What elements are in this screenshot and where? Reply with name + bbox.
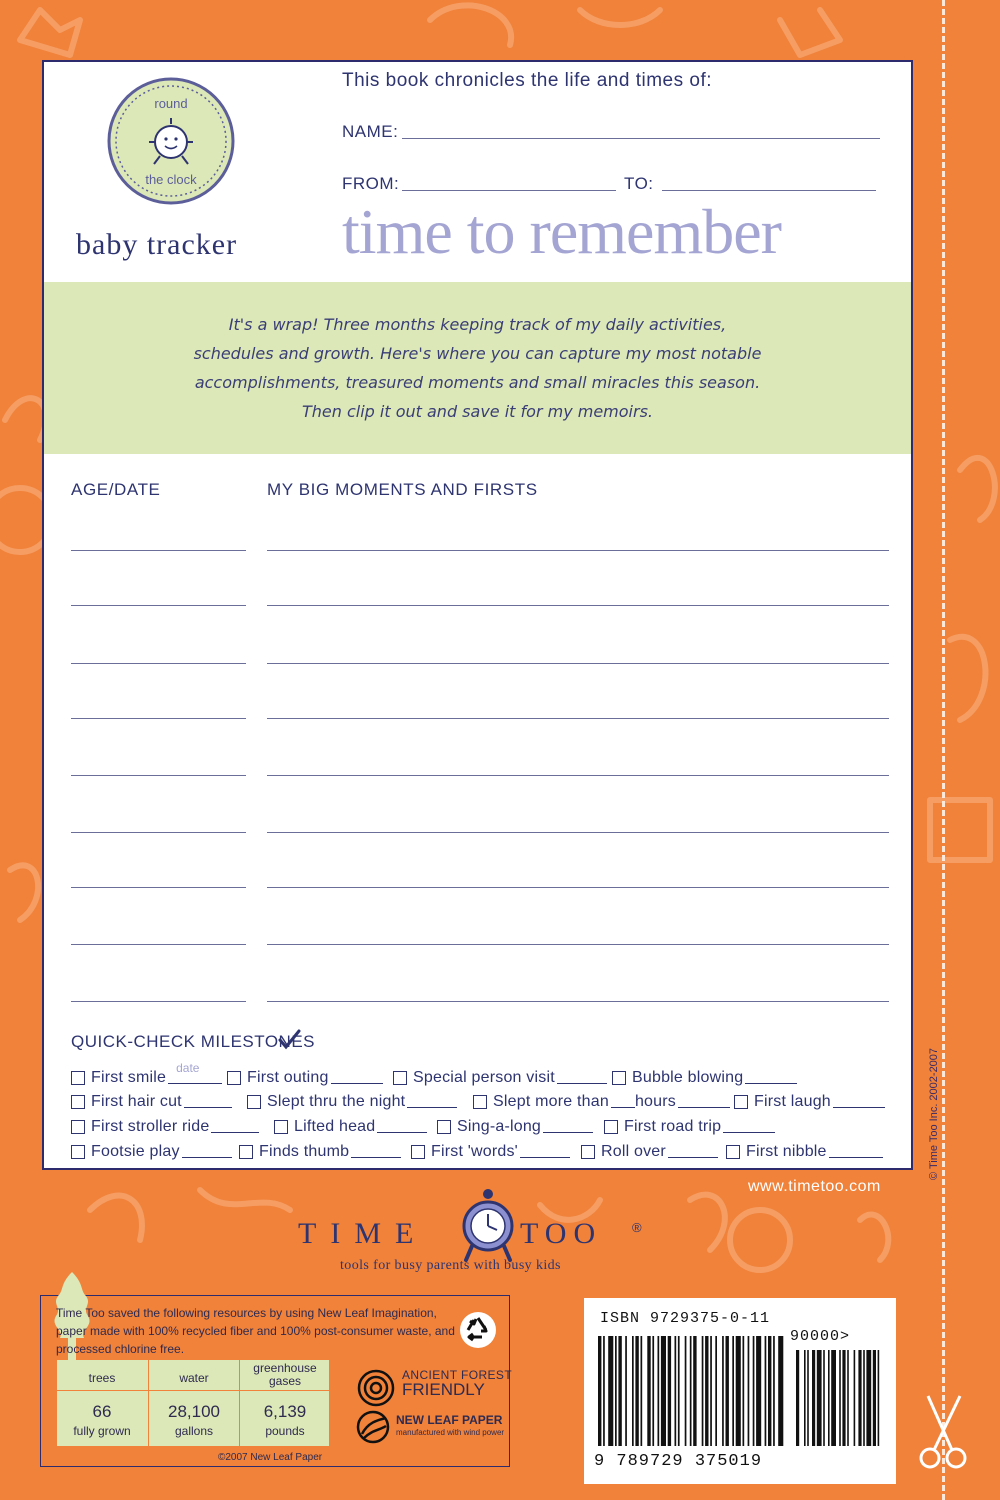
addon-bar [839, 1350, 841, 1446]
barcode-bar [690, 1336, 692, 1446]
name-field[interactable] [402, 138, 880, 139]
barcode-bar [661, 1336, 666, 1446]
moment-line[interactable] [267, 775, 889, 776]
forest-label-1: ANCIENT FOREST [402, 1368, 513, 1382]
barcode-bar [722, 1336, 724, 1446]
checkbox[interactable] [726, 1145, 740, 1159]
addon-bar [823, 1350, 825, 1446]
checkbox[interactable] [612, 1071, 626, 1085]
age-date-line[interactable] [71, 944, 246, 945]
barcode-bar [652, 1336, 654, 1446]
barcode-bar [756, 1336, 761, 1446]
age-date-line[interactable] [71, 605, 246, 606]
memory-card [42, 60, 913, 1170]
addon-bar [863, 1350, 865, 1446]
milestone-lifted-head[interactable]: Lifted head [274, 1115, 427, 1137]
milestone-first-words[interactable]: First 'words' [411, 1140, 570, 1162]
checkbox[interactable] [71, 1120, 85, 1134]
addon-bar [878, 1350, 880, 1446]
forest-label-2: FRIENDLY [402, 1380, 485, 1399]
isbn-text: ISBN 9729375-0-11 [600, 1310, 771, 1327]
age-date-line[interactable] [71, 663, 246, 664]
barcode-bar [618, 1336, 621, 1446]
addon-bar [807, 1350, 809, 1446]
barcode-bar [705, 1336, 708, 1446]
moment-line[interactable] [267, 1001, 889, 1002]
checkbox[interactable] [437, 1120, 451, 1134]
milestone-sing-a-long[interactable]: Sing-a-long [437, 1115, 593, 1137]
milestone-finds-thumb[interactable]: Finds thumb [239, 1140, 401, 1162]
intro-text: It's a wrap! Three months keeping track of my daily activities, schedules and growth. Here's where you can capture my most notable accomplishments, treasured moments and small miracles this season. Then clip it out and save it for my memoirs. [193, 315, 762, 421]
milestone-row-1 [71, 1061, 891, 1088]
barcode-bar [678, 1336, 680, 1446]
brand-time: TIME [298, 1217, 428, 1250]
eco-table-divider [57, 1390, 329, 1391]
milestone-first-stroller-ride[interactable]: First stroller ride [71, 1115, 259, 1137]
badge-bottom-text: the clock [145, 172, 197, 187]
moment-line[interactable] [267, 718, 889, 719]
checkbox[interactable] [239, 1145, 253, 1159]
barcode-bar [715, 1336, 717, 1446]
barcode-bar [753, 1336, 755, 1446]
barcode-bar [710, 1336, 712, 1446]
addon-bar [866, 1350, 871, 1446]
moment-line[interactable] [267, 832, 889, 833]
barcode-addon-text: 90000> [790, 1328, 851, 1345]
checkbox[interactable] [604, 1120, 618, 1134]
alarm-clock-icon [458, 1186, 518, 1266]
milestone-footsie-play[interactable]: Footsie play [71, 1140, 232, 1162]
barcode-bars [596, 1336, 886, 1454]
barcode-bar [748, 1336, 750, 1446]
milestone-row-2 [71, 1090, 891, 1112]
barcode-bar [765, 1336, 767, 1446]
new-leaf-icon [356, 1410, 390, 1444]
card-header [44, 62, 911, 282]
barcode-bar [625, 1336, 627, 1446]
eco-col-greenhouse-gases: greenhouse gases 6,139 pounds [239, 1360, 330, 1446]
addon-bar [831, 1350, 836, 1446]
round-the-clock-badge [104, 74, 238, 208]
checkmark-icon [277, 1028, 301, 1052]
checkbox[interactable] [274, 1120, 288, 1134]
moment-line[interactable] [267, 663, 889, 664]
checkbox[interactable] [473, 1095, 487, 1109]
age-date-line[interactable] [71, 1001, 246, 1002]
addon-bar [873, 1350, 876, 1446]
age-date-line[interactable] [71, 550, 246, 551]
from-field[interactable] [402, 190, 616, 191]
addon-bar [812, 1350, 815, 1446]
milestone-first-outing[interactable]: First outing [227, 1066, 383, 1088]
eco-resources-table [57, 1360, 329, 1446]
milestone-row-4 [71, 1140, 891, 1162]
addon-bar [817, 1350, 822, 1446]
checkbox[interactable] [411, 1145, 425, 1159]
ancient-forest-icon [356, 1368, 396, 1408]
checkbox[interactable] [71, 1095, 85, 1109]
barcode-bar [693, 1336, 696, 1446]
age-date-line[interactable] [71, 775, 246, 776]
page-title: time to remember [342, 196, 781, 267]
milestone-first-nibble[interactable]: First nibble [726, 1140, 883, 1162]
addon-bar [842, 1350, 845, 1446]
to-label: TO: [624, 174, 654, 193]
barcode-bar [635, 1336, 638, 1446]
cut-line [942, 0, 945, 1500]
brand-tagline: tools for busy parents with busy kids [340, 1258, 561, 1273]
eco-col-trees: trees 66 fully grown [73, 1371, 131, 1438]
website-link[interactable]: www.timetoo.com [748, 1178, 881, 1195]
intro-band [44, 282, 911, 454]
new-leaf-label: NEW LEAF PAPER [396, 1413, 503, 1427]
barcode-bar [685, 1336, 687, 1446]
addon-bar [828, 1350, 830, 1446]
barcode-bar [768, 1336, 771, 1446]
moment-line[interactable] [267, 605, 889, 606]
checkbox[interactable] [71, 1145, 85, 1159]
milestone-first-laugh[interactable]: First laugh [734, 1090, 885, 1112]
milestone-slept-thru-night[interactable]: Slept thru the night [247, 1090, 457, 1112]
moment-line[interactable] [267, 550, 889, 551]
milestone-slept-more-than[interactable]: Slept more than hours [473, 1090, 730, 1112]
barcode-panel [584, 1298, 896, 1484]
brand-name: baby tracker [76, 228, 238, 261]
badge-top-text: round [154, 96, 188, 111]
barcode-bar [736, 1336, 741, 1446]
barcode-bar [608, 1336, 613, 1446]
barcode-bar [732, 1336, 734, 1446]
recycle-icon [458, 1310, 498, 1350]
moments-header: MY BIG MOMENTS AND FIRSTS [267, 480, 538, 499]
milestone-first-hair-cut[interactable]: First hair cut [71, 1090, 232, 1112]
checkbox[interactable] [734, 1095, 748, 1109]
barcode-bar [641, 1336, 643, 1446]
barcode-bar [773, 1336, 775, 1446]
chronicle-heading: This book chronicles the life and times of: [342, 70, 713, 91]
moment-line[interactable] [267, 887, 889, 888]
barcode-bar [632, 1336, 634, 1446]
eco-copyright: ©2007 New Leaf Paper [218, 1452, 323, 1463]
brand-too: TOO [520, 1217, 603, 1250]
eco-description: Time Too saved the following resources by using New Leaf Imagination, paper made with 100% recycled fiber and 100% post-consumer waste, and processed chlorine free. [56, 1306, 455, 1356]
milestone-roll-over[interactable]: Roll over [581, 1140, 718, 1162]
barcode-bar [615, 1336, 617, 1446]
barcode-bar [726, 1336, 729, 1446]
addon-bar [847, 1350, 849, 1446]
barcode-bar [778, 1336, 783, 1446]
addon-bar [804, 1350, 806, 1446]
addon-bar [854, 1350, 856, 1446]
barcode-bar [675, 1336, 677, 1446]
checkbox[interactable] [581, 1145, 595, 1159]
milestone-row-3 [71, 1115, 891, 1137]
ean-number: 9 789729 375019 [594, 1452, 763, 1471]
eco-col-water: water 28,100 gallons [148, 1360, 239, 1446]
milestones-title: QUICK-CHECK MILESTONES [71, 1032, 316, 1051]
new-leaf-sublabel: manufactured with wind power [396, 1428, 505, 1437]
checkbox[interactable] [393, 1071, 407, 1085]
age-date-line[interactable] [71, 718, 246, 719]
milestone-bubble-blowing[interactable]: Bubble blowing [612, 1066, 797, 1088]
barcode-bar [668, 1336, 671, 1446]
barcode-bar [603, 1336, 605, 1446]
age-date-header: AGE/DATE [71, 480, 161, 499]
barcode-bar [702, 1336, 704, 1446]
checkbox[interactable] [247, 1095, 261, 1109]
age-date-line[interactable] [71, 887, 246, 888]
from-label: FROM: [342, 174, 400, 193]
barcode-bar [647, 1336, 650, 1446]
barcode-bar [743, 1336, 745, 1446]
to-field[interactable] [662, 190, 876, 191]
name-label: NAME: [342, 122, 399, 141]
addon-bar [796, 1350, 799, 1446]
checkbox[interactable] [71, 1071, 85, 1085]
milestone-first-smile[interactable]: First smile date [71, 1066, 222, 1088]
milestone-special-person-visit[interactable]: Special person visit [393, 1066, 607, 1088]
age-date-line[interactable] [71, 832, 246, 833]
barcode-bar [598, 1336, 601, 1446]
milestone-first-road-trip[interactable]: First road trip [604, 1115, 775, 1137]
checkbox[interactable] [227, 1071, 241, 1085]
barcode-bar [658, 1336, 660, 1446]
moment-line[interactable] [267, 944, 889, 945]
addon-bar [858, 1350, 861, 1446]
scissors-icon [916, 1392, 972, 1472]
registered-mark: ® [632, 1220, 642, 1235]
